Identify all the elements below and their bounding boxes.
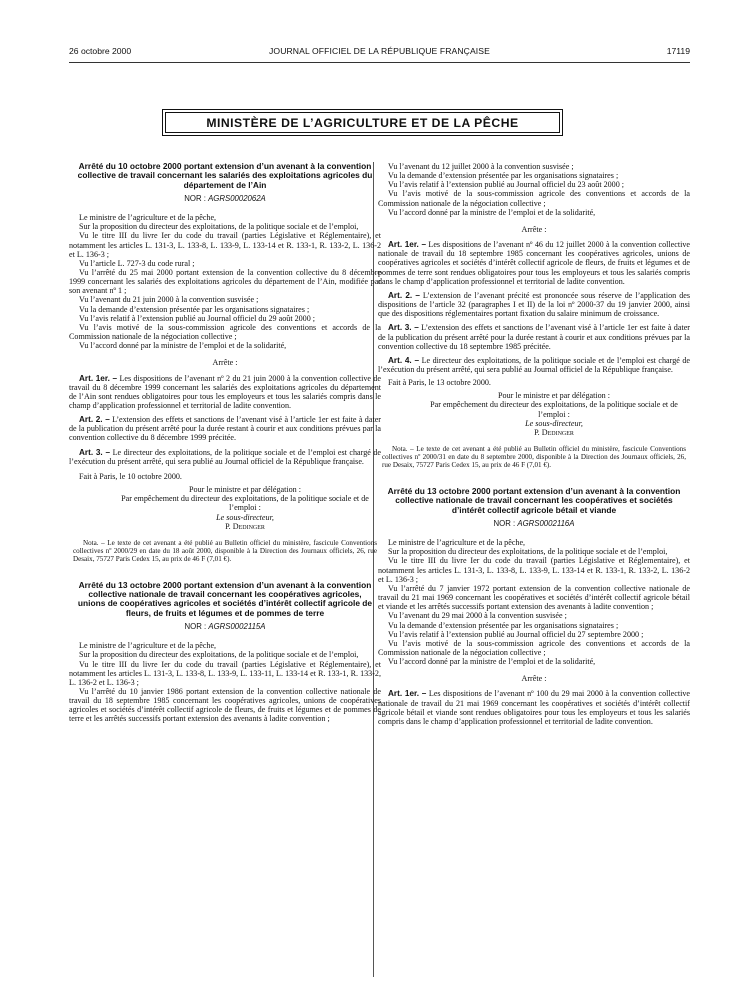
article-label: Art. 2. – [388,290,420,300]
article-text: Les dispositions de l’avenant nº 46 du 12 juillet 2000 à la convention collective nationale de travail du 18 septembre 1985 concernant les coopératives agricoles, unions de coopératives agricoles et sociétés d’intérêt collectif agricole de fleurs, de fruits et légumes et de pommes de terre sont rendues obligatoires pour tous les employeurs et tous les salariés compris dans le champ d’application professionnel et territorial de ladite convention. [378,240,691,286]
paragraph: Vu l’avenant du 21 juin 2000 à la convention susvisée ; [79,295,259,305]
right-column [378,162,690,726]
paragraph: Vu l’article L. 727-3 du code rural ; [79,258,195,268]
arrete-heading: Arrête : [521,224,547,234]
paragraph: Vu le titre III du livre Ier du code du travail (parties Législative et Réglementaire), et notamment les articles L. 131-3, L. 133-8, L. 133-9, L. 133-14 et R. 133-1, R. 133-2, L. 136-2 et L. 136-3 ; [378,556,690,584]
article-text: L’extension de l’avenant précité est prononcée sous réserve de l’application des dispositions de l’article 32 (paragraphes I et II) de la loi nº 2000-37 du 19 janvier 2000, ainsi que des dispositions réglementaires portant fixation du salaire minimum de croissance. [378,290,690,319]
decree-title: Arrêté du 13 octobre 2000 portant extension d’un avenant à la convention collective nationale de travail concernant les coopératives et sociétés d’intérêt collectif agricole bétail et viande [387,486,681,515]
header-rule [69,62,690,63]
header-journal-title: JOURNAL OFFICIEL DE LA RÉPUBLIQUE FRANÇAISE [269,46,490,56]
nor-code: AGRS0002116A [517,518,575,528]
article-text: L’extension des effets et sanctions de l’avenant visé à l’article 1er est faite à dater de la publication du présent arrêté pour la durée restant à courir et aux conditions prévues par la convention collective du 8 décembre 1999 précitée. [69,415,381,443]
paragraph: Vu l’arrêté du 25 mai 2000 portant extension de la convention collective du 8 décembre 1999 concernant les salariés des exploitations agricoles du département de l’Ain, modifiée par son avenant nº 1 ; [69,267,381,296]
paragraph: Vu le titre III du livre Ier du code du travail (parties Législative et Réglementaire), et notamment les articles L. 131-3, L. 133-8, L. 133-9, L. 133-11, L. 133-14 et R. 133-1, R. 133-2, L. 136-2 et L. 136-3 ; [69,659,381,687]
ministry-box [162,109,563,136]
paragraph: Vu l’avis motivé de la sous-commission agricole des conventions et accords de la Commission nationale de la négociation collective ; [378,189,690,208]
signature-place-date: Fait à Paris, le 13 octobre 2000. [388,378,491,388]
paragraph: Sur la proposition du directeur des exploitations, de la politique sociale et de l’emploi, [79,222,359,232]
paragraph: Vu l’accord donné par la ministre de l’emploi et de la solidarité, [79,341,287,351]
article [69,415,381,442]
nor-label: NOR : [184,193,206,203]
paragraph: Vu l’avis motivé de la sous-commission agricole des conventions et accords de la Commission nationale de la négociation collective ; [378,638,690,657]
nor-code: AGRS0002062A [208,193,266,203]
article-text: Les dispositions de l’avenant nº 2 du 21 juin 2000 à la convention collective de travail du 8 décembre 1999 concernant les salariés des exploitations agricoles du département de l’Ain sont rendues obligatoires pour tous les employeurs et tous les salariés compris dans le champ d’application professionnel et territorial de ladite convention. [69,373,381,411]
article-label: Art. 2. – [79,415,110,425]
paragraph: Vu l’accord donné par la ministre de l’emploi et de la solidarité, [388,207,596,217]
note: Nota. – Le texte de cet avenant a été publié au Bulletin officiel du ministère, fascicule Conventions collectives nº 2000/29 en date du 18 août 2000, disponible à la Direction des Journaux officiels, 26, rue Desaix, 75727 Paris Cedex 15, au prix de 46 F (7,01 €). [73,538,377,563]
signature-role: Le sous-directeur, [216,512,274,522]
signature-role: Le sous-directeur, [525,418,583,428]
article [378,291,690,318]
paragraph: Vu le titre III du livre Ier du code du travail (parties Législative et Réglementaire), et notamment les articles L. 131-3, L. 133-8, L. 133-9, L. 133-14 et R. 133-1, R. 133-2, L. 136-2 et L. 136-3 ; [69,231,381,259]
article-label: Art. 4. – [388,355,420,365]
nor-label: NOR : [493,518,516,528]
signature-name: P. Dedinger [225,521,265,531]
article [69,448,381,466]
arrete-heading: Arrête : [521,674,547,684]
article [378,323,690,350]
article-label: Art. 1er. – [79,373,118,383]
signature-impediment: Par empêchement du directeur des exploitations, de la politique sociale et de l’emploi : [121,494,369,513]
article-label: Art. 3. – [79,447,111,457]
signature-impediment: Par empêchement du directeur des exploitations, de la politique sociale et de l’emploi : [430,400,678,419]
note: Nota. – Le texte de cet avenant a été publié au Bulletin officiel du ministère, fascicule Conventions collectives nº 2000/31 en date du 8 septembre 2000, disponible à la Direction des Journaux officiels, 26, rue Desaix, 75727 Paris Cedex 15, au prix de 46 F (7,01 €). [382,445,686,470]
paragraph: Sur la proposition du directeur des exploitations, de la politique sociale et de l’emploi, [79,650,359,660]
paragraph: Le ministre de l’agriculture et de la pêche, [79,213,217,223]
paragraph: Le ministre de l’agriculture et de la pêche, [79,641,217,651]
paragraph: Vu l’avis relatif à l’extension publié au Journal officiel du 29 août 2000 ; [79,313,316,323]
nor-reference [69,194,381,203]
paragraph: Vu la demande d’extension présentée par les organisations signataires ; [388,620,619,630]
paragraph: Vu la demande d’extension présentée par les organisations signataires ; [79,304,310,314]
decree-title: Arrêté du 10 octobre 2000 portant extension d’un avenant à la convention collective de travail concernant les salariés des exploitations agricoles du département de l’Ain [77,161,373,190]
left-column [69,162,381,724]
paragraph: Vu l’avis motivé de la sous-commission agricole des conventions et accords de la Commission nationale de la négociation collective ; [69,322,381,342]
paragraph: Vu l’avenant du 29 mai 2000 à la convention susvisée ; [388,611,567,621]
paragraph: Vu l’avenant du 12 juillet 2000 à la convention susvisée ; [388,162,574,171]
signature-name: P. Dedinger [534,427,574,437]
article [378,356,690,374]
article-text: Le directeur des exploitations, de la politique sociale et de l’emploi est chargé de l’exécution du présent arrêté, qui sera publié au Journal officiel de la République française. [69,447,381,466]
signature-place-date: Fait à Paris, le 10 octobre 2000. [79,471,182,481]
signature-delegation: Pour le ministre et par délégation : [498,391,610,401]
paragraph: Vu l’avis relatif à l’extension publié au Journal officiel du 23 août 2000 ; [388,180,625,190]
article-text: L’extension des effets et sanctions de l’avenant visé à l’article 1er est faite à dater de la publication du présent arrêté pour la durée restant à courir et aux conditions prévues par la convention collective du 18 septembre 1985 précitée. [378,323,690,351]
paragraph: Vu l’arrêté du 10 janvier 1986 portant extension de la convention collective nationale de travail du 18 septembre 1985 concernant les coopératives agricoles, unions de coopératives agricoles et sociétés d’intérêt collectif agricole de fleurs, de fruits et légumes et de pommes de terre et les arrêtés successifs portant extension des avenants à ladite convention ; [69,687,381,724]
signature-delegation: Pour le ministre et par délégation : [189,485,301,495]
paragraph: Le ministre de l’agriculture et de la pêche, [388,538,526,548]
paragraph: Vu l’avis relatif à l’extension publié au Journal officiel du 27 septembre 2000 ; [388,629,644,639]
header-page-number: 17119 [666,46,690,56]
article [69,374,381,411]
article-text: Le directeur des exploitations, de la politique sociale et de l’emploi est chargé de l’exécution du présent arrêté, qui sera publié au Journal officiel de la République française. [378,355,690,374]
nor-code: AGRS0002115A [208,622,266,632]
paragraph: Vu la demande d’extension présentée par les organisations signataires ; [388,171,619,181]
decree-title: Arrêté du 13 octobre 2000 portant extension d’un avenant à la convention collective nationale de travail concernant les coopératives agricoles, unions de coopératives agricoles et sociétés d’intérêt collectif agricole de fleurs, de fruits et légumes et de pommes de terre [77,579,373,618]
article-text: Les dispositions de l’avenant nº 100 du 29 mai 2000 à la convention collective nationale de travail du 21 mai 1969 concernant les coopératives et sociétés d’intérêt collectif agricole bétail et viande sont rendues obligatoires pour tous les employeurs et tous les salariés compris dans le champ d’application professionnel et territorial de ladite convention. [378,689,691,726]
article-label: Art. 3. – [388,323,419,333]
nor-reference [69,622,381,631]
paragraph: Sur la proposition du directeur des exploitations, de la politique sociale et de l’emploi, [388,547,668,557]
ministry-title: MINISTÈRE DE L’AGRICULTURE ET DE LA PÊCHE [165,112,560,133]
paragraph: Vu l’arrêté du 7 janvier 1972 portant extension de la convention collective nationale de travail du 21 mai 1969 concernant les coopératives et sociétés d’intérêt collectif agricole bétail et viande et les arrêtés successifs portant extension des avenants à ladite convention ; [378,583,690,612]
arrete-heading: Arrête : [212,358,238,368]
nor-reference [378,519,690,528]
article [378,240,690,286]
article-label: Art. 1er. – [388,240,427,250]
paragraph: Vu l’accord donné par la ministre de l’emploi et de la solidarité, [388,657,596,667]
article-label: Art. 1er. – [388,689,427,699]
page-header [69,46,690,60]
nor-label: NOR : [184,622,207,632]
header-date: 26 octobre 2000 [69,46,132,56]
article [378,689,690,726]
